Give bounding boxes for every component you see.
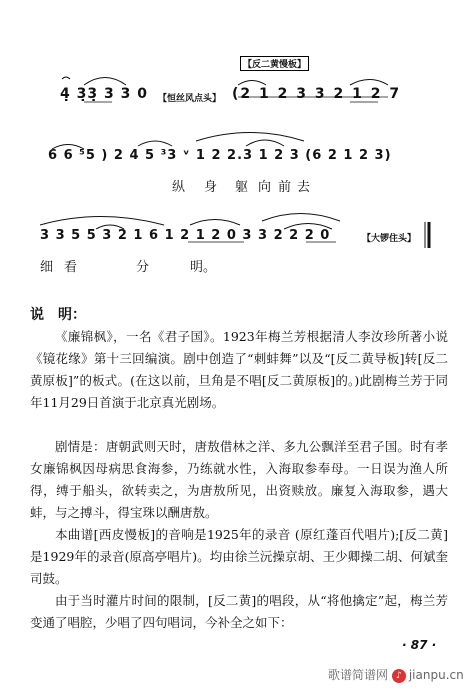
watermark-text: 歌谱简谱网 [328,668,389,682]
section-title: 说 明： [30,307,86,323]
gong-label-mid: 【恒丝风点头】 [158,94,222,104]
lyric-row3-3: 分 [136,260,150,275]
music-note-icon: ♪ [392,669,406,683]
watermark [328,666,464,683]
paragraph-2: 剧情是：唐朝武则天时，唐敖借林之洋、多九公飘洋至君子国。时有孝女廉锦枫因母病思食海参，乃练就水性，入海取参奉母。一日误为渔人所得，缚于船头，欲转卖之，为唐敖所见，出资赎放。廉复入海取参，遇大蚌，与之搏斗，得宝珠以酬唐敖。 [30,439,448,520]
banshi-label-top: 【反二黄慢板】 [240,56,309,71]
lyric-row2-4: 向 [258,180,272,195]
paragraph-1: 《廉锦枫》，一名《君子国》。1923年梅兰芳根据清人李汝珍所著小说《镜花缘》第十三回编演。剧中创造了“刺蚌舞”以及“[反二黄导板]转[反二黄原板]”的板式。(在这以前，旦角是不唱[反二黄原板]的。)此剧梅兰芳于同年11月29日首演于北京真光剧场。 [30,329,448,410]
lyric-row2-1: 纵 [172,180,186,195]
page-number: · 87 · [402,638,437,652]
lyric-row2-6: 去 [297,180,311,195]
lyric-row2-5: 前 [278,180,292,195]
watermark-url: jianpu.cn [408,668,464,682]
score-row3-notes: 3 3 5 5 3 2 1 6 1 2 1 2 0 3 3 2 2 2 0 [40,228,331,243]
paragraph-3: 本曲谱[西皮慢板]的音响是1925年的录音 (原红蓬百代唱片);[反二黄]是1929年的录音(原高亭唱片)。均由徐兰沅操京胡、王少卿操二胡、何斌奎司鼓。 [30,527,448,586]
score-row1-notes-left: 4̣ 3̣3̣ 3 3 0 [60,86,148,102]
paragraph-4: 由于当时灌片时间的限制，[反二黄]的唱段，从“将他擒定”起，梅兰芳变通了唱腔，少唱了四句唱词，今补全之如下： [30,593,448,630]
lyric-row3-4: 明。 [190,260,217,275]
lyric-row3-2: 看 [64,260,78,275]
gong-label-end: 【大锣住头】 [362,234,417,244]
score-row1-notes-right: (2 1 2 3 3 2 1 2 7 [232,86,402,102]
lyric-row2-2: 身 [204,180,218,195]
score-row2-notes: 6 6 ⁵5 ) 2 4 5 ³3 ᵛ 1 2 2.3 1 2 3 (6 2 1 2 3) [48,148,392,163]
lyric-row2-3: 躯 [235,180,249,195]
lyric-row3-1: 细 [40,260,54,275]
